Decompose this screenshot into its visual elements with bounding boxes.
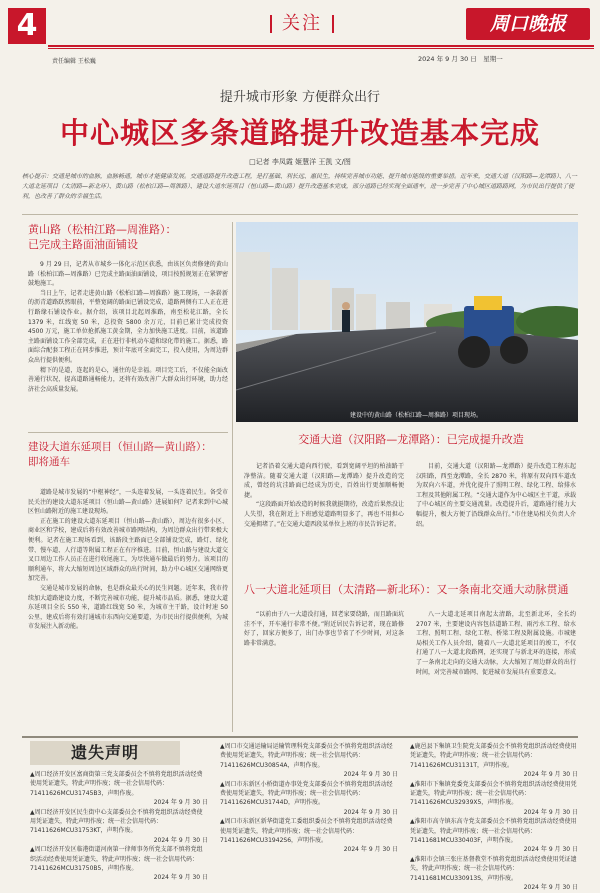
notice-column bbox=[220, 742, 398, 855]
column-divider bbox=[232, 222, 233, 732]
paragraph: 当日上午，记者走进黄山路（松柏江路—周淮路）施工现场，一条崭新的沥青道路跃然眼前，平整宽阔的路面已铺设完成，道路两侧有工人正在进行路缘石铺设作业。据介绍，该项目北起周淮路，南至松花江路，全长 1379 米，红线宽 50 米，总投资 5800 余万元，目前已累计完成投资 4500 万元，施工单位抢抓施工黄金期，全力加快施工进度。目前，该道路主路面铺设工作全部完成，正在进行非机动车道和绿化带的施工。据悉，路面综合配套工程正在同步推进，预计年底可全面完工，投入使用，为周边群众出行提供便利。 bbox=[28, 289, 228, 364]
two-column-text bbox=[244, 462, 578, 529]
article-summary: 核心提示：交通是城市的血脉，血脉畅通，城市才能健康发展。交通道路提升改造工程，是打基础、利长远、惠民生，持续完善城市功能、提升城市能级的重要举措。近年来，交通大道（汉阳路—龙潭路）、八一大道北延项目（太清路—新北环）、黄山路（松柏江路—周淮路）、建设大道东延项目（恒山路—黄山路）提升改造基本完成，部分道路已经实现全面通车，进一步完善了中心城区道路路网，为市民出行提供了便利，也改善了群众的幸福生活。 bbox=[22, 173, 578, 200]
paragraph: 记者沿着交通大道向西行驶，看到宽阔平坦的柏油路干净整洁。随着交通大道（汉阳路—龙潭路）提升改造的完成，曾经的坑洼路面已经成为历史，百姓出行更加顺畅便捷。 bbox=[244, 463, 404, 499]
notice-date: 2024 年 9 月 30 日 bbox=[343, 846, 398, 854]
notice-item: ▲鹿邑县下集镇卫生院党支部委员会不慎将党组织活动经费使用凭证遗失，特此声明作废；统一社会信用代码：71411626MCU31131T，声明作废。 bbox=[410, 743, 577, 769]
section-huangshan bbox=[28, 222, 228, 394]
section-title bbox=[256, 10, 348, 38]
notice-title: 遗失声明 bbox=[30, 741, 180, 765]
divider bbox=[22, 736, 578, 738]
header-rule bbox=[48, 48, 594, 49]
section-heading bbox=[244, 582, 578, 598]
page-number: 4 bbox=[8, 8, 46, 44]
notice-date: 2024 年 9 月 30 日 bbox=[343, 808, 398, 816]
text-column bbox=[416, 610, 576, 677]
divider bbox=[270, 15, 272, 33]
section-title: 交通大道（汉阳路—龙潭路）： bbox=[298, 433, 447, 446]
divider bbox=[332, 15, 334, 33]
notice-date: 2024 年 9 月 30 日 bbox=[153, 799, 208, 807]
section-label: 关注 bbox=[282, 13, 322, 34]
notice-date: 2024 年 9 月 30 日 bbox=[153, 874, 208, 882]
notice-item: ▲周口市东新区新华街道党工委组织委员会不慎将党组织活动经费使用凭证遗失，特此声明作废；统一社会信用代码：71411626MCU31942S6，声明作废。 bbox=[220, 818, 393, 845]
divider bbox=[22, 214, 578, 215]
notice-item: ▲淮阳市高寺镇东高寺党支部委员会不慎将党组织活动经费使用凭证遗失，特此声明作废；统一社会信用代码：71411681MCU330403F，声明作废。 bbox=[410, 818, 577, 845]
notice-date: 2024 年 9 月 30 日 bbox=[153, 836, 208, 844]
paragraph: 9 月 29 日，记者从市城乡一体化示范区获悉，由该区负责修建的黄山路（松柏江路—周淮路）已完成主路面油面铺设，项目按照规划正在紧锣密鼓地施工。 bbox=[28, 261, 228, 288]
paragraph: 正在施工的建设大道东延项目（恒山路—黄山路），周边有很多小区、商业区和学校，建成后将有效改善城市路网结构，为周边群众出行带来极大便利。记者在施工现场看到，该路段主路面已全部铺设完成，路灯、绿化带、慢车道、人行道等附属工程正在有序推进。目前，恒山路与建设大道交叉口周边工作人员正在进行收尾施工，为尽快通车做最后的努力。该项目的顺利通车，将大大缩短周边区域群众的出行时间，助力中心城区交通网络更加完善。 bbox=[28, 517, 228, 583]
paper-logo: 周口晚报 bbox=[466, 8, 590, 40]
notice-item: ▲周口市东新区小桥街道办事处党支部委员会不慎将党组织活动经费使用凭证遗失，特此声明作废；统一社会信用代码：71411626MCU31744D，声明作废。 bbox=[220, 780, 393, 807]
paragraph: 精下的是道，连起的是心，通往的是幸福。项目完工后，不仅能全面改善通行状况，提高道路通畅能力，还将有效改善广大群众出行环境，助力经济社会高质量发展。 bbox=[28, 366, 228, 393]
notice-item: ▲淮阳市下集镇党委党支部委员会不慎将党组织活动经费使用凭证遗失，特此声明作废；统一社会信用代码：71411626MCU32939X5，声明作废。 bbox=[410, 780, 577, 807]
notice-item: ▲淮阳市会镇三张庄基督教堂不慎将党组织活动经费使用凭证遗失，特此声明作废；统一社会信用代码：71411681MCU330913S，声明作废。 bbox=[410, 855, 577, 882]
text-column bbox=[244, 610, 404, 677]
divider bbox=[28, 432, 228, 433]
text-column bbox=[244, 462, 404, 529]
paragraph: 八一大道北延项目南起太清路，北至新北环，全长约 2707 米，主要建设内容包括道路工程、雨污水工程、给水工程、照明工程、绿化工程、桥梁工程及附属设施。市城建局相关工作人员介绍，随着八一大道北延项目的竣工，不仅打通了八一大道北段路网，还实现了与新北环的连接，形成了一条南北走向的交通大动脉，大大缩短了周边群众的出行时间，对完善城市路网、促进城市发展具有重要意义。 bbox=[416, 611, 576, 676]
paragraph: 交通是城市发展的命脉，也是群众最关心的民生问题。近年来，我市持续加大道路建设力度，不断完善城市功能，提升城市品质。据悉，建设大道东延项目全长 550 米，道路红线宽 50 米，为城市主干路，设计时速 50 公里，建成后将有效打通城市东西向交通要道，为市民出行提供便利，为城市发展注入新动能。 bbox=[28, 584, 228, 631]
photo-caption: 建设中的黄山路（松柏江路—周淮路）项目现场。 bbox=[350, 412, 483, 419]
article-byline: □记者 李凤霞 姬慧洋 王凯 文/图 bbox=[249, 158, 351, 166]
issue-date: 2024 年 9 月 30 日 星期一 bbox=[418, 55, 503, 63]
road-photo-illustration bbox=[236, 222, 578, 422]
section-subtitle: 又一条南北交通大动脉贯通 bbox=[436, 583, 569, 596]
section-subtitle: 已完成提升改造 bbox=[446, 433, 524, 446]
paragraph: “这段路面开始改造的时候我就挺期待，改造后果然没让人失望，我在附近上下班感觉道路明显多了，再也不用担心交通拥堵了。”在交通大道西段某单位上班的市民告诉记者。 bbox=[244, 501, 404, 528]
notice-item: ▲周口经济开发区临港街道河南第一律师事务所党支部不慎将党组织活动经费使用凭证遗失，特此声明作废；统一社会信用代码：71411626MCU31750B5，声明作废。 bbox=[30, 846, 203, 873]
article-kicker: 提升城市形象 方便群众出行 bbox=[219, 90, 381, 105]
notice-date: 2024 年 9 月 30 日 bbox=[343, 771, 398, 779]
article-headline: 中心城区多条道路提升改造基本完成 bbox=[59, 116, 540, 150]
section-jiaotong bbox=[244, 432, 578, 529]
section-bayi bbox=[244, 582, 578, 677]
section-subtitle: 即将通车 bbox=[28, 456, 70, 468]
notice-date: 2024 年 9 月 30 日 bbox=[523, 771, 578, 779]
notice-item: ▲周口经济开发区民生街中心支部委员会不慎将党组织活动经费使用凭证遗失，特此声明作废；统一社会信用代码：71411626MCU31753KT，声明作废。 bbox=[30, 808, 203, 835]
notice-column bbox=[410, 742, 578, 893]
header-rule bbox=[48, 45, 594, 47]
notice-item: ▲周口市交通运输局运输管理科党支部委员会不慎将党组织活动经费使用凭证遗失，特此声明作废；统一社会信用代码：71411626MCU30854A，声明作废。 bbox=[220, 743, 393, 769]
paragraph: “以前由于八一大道没打通，回老家要绕路，而且路面坑洼不平，开车通行非常不便。”附近居民告诉记者，现在路修好了，回家方便多了，出门办事也节省了不少时间，对这条路非常满意。 bbox=[244, 611, 404, 647]
notice-date: 2024 年 9 月 30 日 bbox=[523, 846, 578, 854]
notice-date: 2024 年 9 月 30 日 bbox=[523, 884, 578, 892]
notice-column bbox=[30, 770, 208, 883]
paragraph: 道路是城市发展的“中枢神经”，一头连着发展，一头连着民生。备受市民关注的建设大道东延项目（恒山路—黄山路）进展如何？记者来到中心城区恒山路附近的施工建设现场。 bbox=[28, 489, 228, 516]
section-heading bbox=[244, 432, 578, 448]
section-title: 建设大道东延项目（恒山路—黄山路）： bbox=[28, 441, 212, 453]
section-title: 黄山路（松柏江路—周淮路）： bbox=[28, 223, 177, 236]
section-subtitle: 已完成主路面油面铺设 bbox=[28, 238, 138, 251]
paragraph: 目前，交通大道（汉阳路—龙潭路）提升改造工程东起汉阳路，西至龙潭路，全长 2870 米，将原有双向四车道改为双向六车道，并优化提升了照明工程、绿化工程、给排水工程及其他附属工程。“交通大道作为中心城区主干道，承载了中心城区的主要交通流量。改造提升后，道路通行能力大幅提升，极大方便了沿线群众出行。”市住建局相关负责人介绍。 bbox=[416, 463, 576, 528]
section-title: 八一大道北延项目（太清路—新北环）： bbox=[244, 583, 437, 596]
section-jianshe bbox=[28, 440, 228, 632]
notice-item: ▲周口经济开发区富商街第三党支部委员会不慎将党组织活动经费使用凭证遗失，特此声明作废；统一社会信用代码：71411626MCU31745B3，声明作废。 bbox=[30, 771, 203, 797]
two-column-text bbox=[244, 610, 578, 677]
text-column bbox=[416, 462, 576, 529]
road-construction-photo bbox=[236, 222, 578, 422]
editors-credit: 责任编辑 王松巍 bbox=[52, 58, 96, 65]
notice-date: 2024 年 9 月 30 日 bbox=[523, 808, 578, 816]
